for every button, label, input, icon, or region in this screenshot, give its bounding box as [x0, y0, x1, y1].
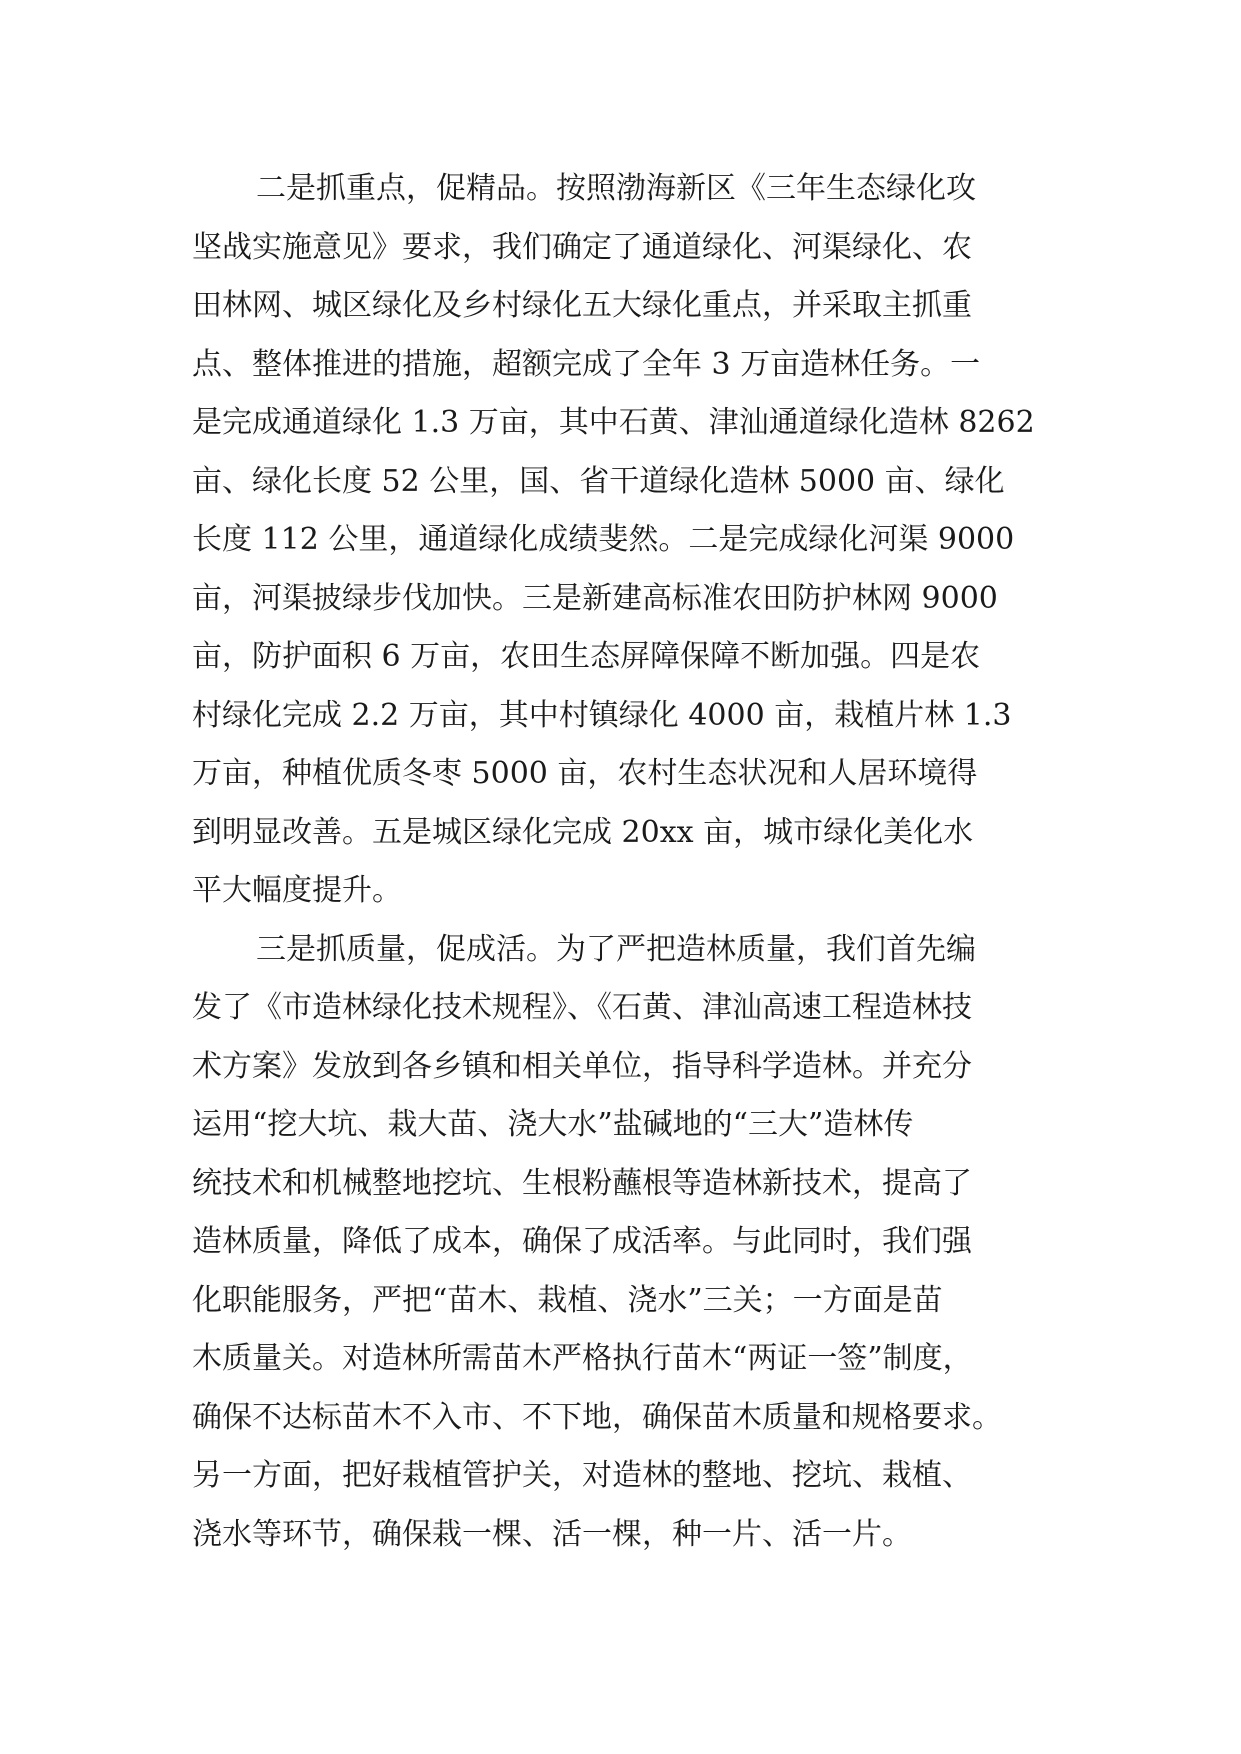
paragraph-line: 木质量关。对造林所需苗木严格执行苗木“两证一签”制度，	[192, 1341, 973, 1376]
paragraph-line: 亩，河渠披绿步伐加快。三是新建高标准农田防护林网 9000	[192, 580, 998, 616]
paragraph-line: 术方案》发放到各乡镇和相关单位，指导科学造林。并充分	[192, 1048, 972, 1084]
paragraph-line: 平大幅度提升。	[192, 873, 402, 908]
paragraph-line: 二是抓重点，促精品。按照渤海新区《三年生态绿化攻	[256, 171, 976, 206]
document-body	[192, 160, 1072, 1564]
paragraph-line: 浇水等环节，确保栽一棵、活一棵，种一片、活一片。	[192, 1516, 912, 1552]
paragraph-line: 长度 112 公里，通道绿化成绩斐然。二是完成绿化河渠 9000	[192, 522, 1015, 557]
paragraph-line: 田林网、城区绿化及乡村绿化五大绿化重点，并采取主抓重	[192, 288, 972, 323]
paragraph-line: 点、整体推进的措施，超额完成了全年 3 万亩造林任务。一	[192, 346, 981, 382]
paragraph-line: 万亩，种植优质冬枣 5000 亩，农村生态状况和人居环境得	[192, 756, 978, 791]
paragraph-line: 坚战实施意见》要求，我们确定了通道绿化、河渠绿化、农	[192, 229, 972, 265]
paragraph-line: 确保不达标苗木不入市、不下地，确保苗木质量和规格要求。	[192, 1399, 1002, 1435]
paragraph-line: 发了《市造林绿化技术规程》、《石黄、津汕高速工程造林技	[192, 990, 972, 1025]
paragraph-line: 造林质量，降低了成本，确保了成活率。与此同时，我们强	[192, 1224, 972, 1259]
paragraph-line: 统技术和机械整地挖坑、生根粉蘸根等造林新技术，提高了	[192, 1165, 972, 1201]
paragraph-line: 到明显改善。五是城区绿化完成 20xx 亩，城市绿化美化水	[192, 814, 974, 850]
paragraph-line: 是完成通道绿化 1.3 万亩，其中石黄、津汕通道绿化造林 8262	[192, 405, 1035, 440]
paragraph-2	[192, 921, 1072, 1565]
paragraph-line: 另一方面，把好栽植管护关，对造林的整地、挖坑、栽植、	[192, 1458, 972, 1493]
paragraph-line: 亩，防护面积 6 万亩，农田生态屏障保障不断加强。四是农	[192, 639, 981, 674]
paragraph-line: 亩、绿化长度 52 公里，国、省干道绿化造林 5000 亩、绿化	[192, 463, 1005, 499]
paragraph-line: 化职能服务，严把“苗木、栽植、浇水”三关；一方面是苗	[192, 1282, 943, 1318]
paragraph-line: 运用“挖大坑、栽大苗、浇大水”盐碱地的“三大”造林传	[192, 1107, 914, 1142]
paragraph-line: 村绿化完成 2.2 万亩，其中村镇绿化 4000 亩，栽植片林 1.3	[192, 697, 1012, 733]
paragraph-1	[192, 160, 1072, 921]
paragraph-line: 三是抓质量，促成活。为了严把造林质量，我们首先编	[256, 931, 976, 967]
